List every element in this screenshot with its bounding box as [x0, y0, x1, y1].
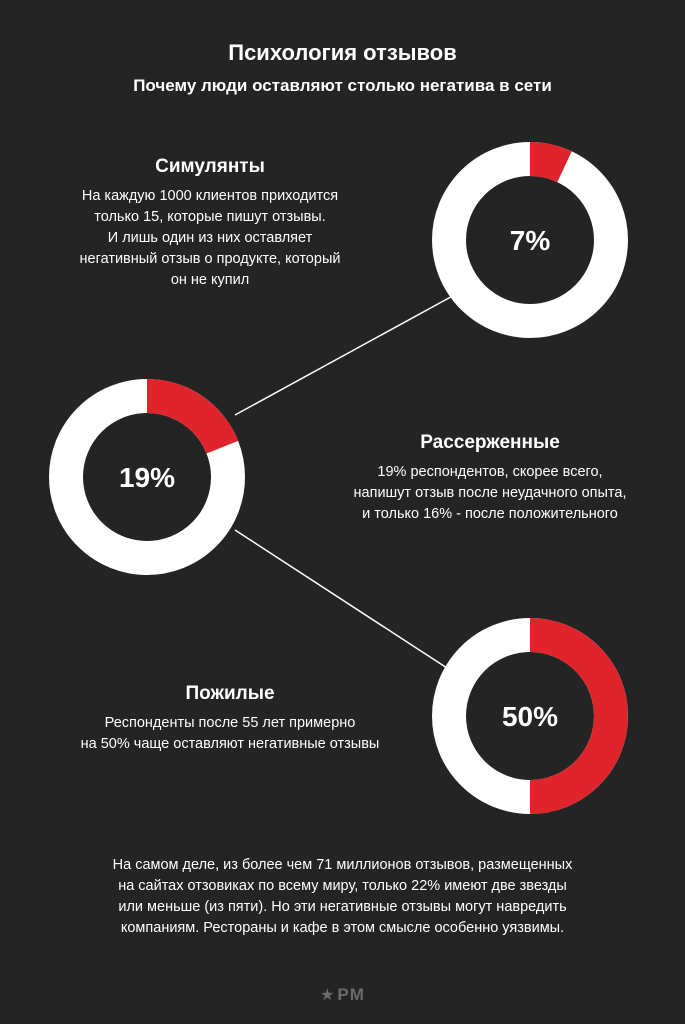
elderly-text: Респонденты после 55 лет примерно на 50% чаще оставляют негативные отзывы	[80, 715, 380, 752]
connector-line-top	[235, 293, 458, 415]
star-icon: ★	[320, 987, 336, 1004]
angry-donut	[66, 379, 238, 558]
page-subtitle: Почему люди оставляют столько негатива в сети	[133, 76, 552, 95]
elderly-block	[50, 683, 410, 755]
elderly-donut	[449, 618, 628, 814]
angry-donut-slice	[147, 379, 238, 453]
elderly-donut-label: 50%	[501, 701, 559, 732]
simulants-block	[40, 156, 380, 291]
simulants-text: На каждую 1000 клиентов приходится только 15, которые пишут отзывы. И лишь один из них оставляет негативный отзыв о продукте, который он не купил	[79, 188, 341, 288]
angry-text: 19% респондентов, скорее всего, напишут отзыв после неудачного опыта, и только 16% - после положительного	[353, 464, 627, 522]
simulants-heading: Симулянты	[155, 156, 265, 177]
elderly-heading: Пожилые	[185, 683, 275, 704]
angry-donut-label: 19%	[118, 462, 176, 493]
angry-block	[330, 432, 650, 525]
logo-text: PM	[337, 985, 365, 1004]
connector-line-bottom	[235, 530, 447, 668]
logo	[0, 985, 685, 1005]
footer-text: На самом деле, из более чем 71 миллионов отзывов, размещенных на сайтах отзовиках по всему миру, только 22% имеют две звезды или меньше (из пяти). Но эти негативные отзывы могут навредить компаниям. Рестораны и кафе в этом смысле особенно уязвимы.	[112, 857, 573, 936]
angry-heading: Рассерженные	[420, 432, 560, 453]
simulants-donut-label: 7%	[509, 225, 551, 256]
page-title: Психология отзывов	[228, 40, 457, 65]
simulants-donut	[449, 142, 611, 321]
